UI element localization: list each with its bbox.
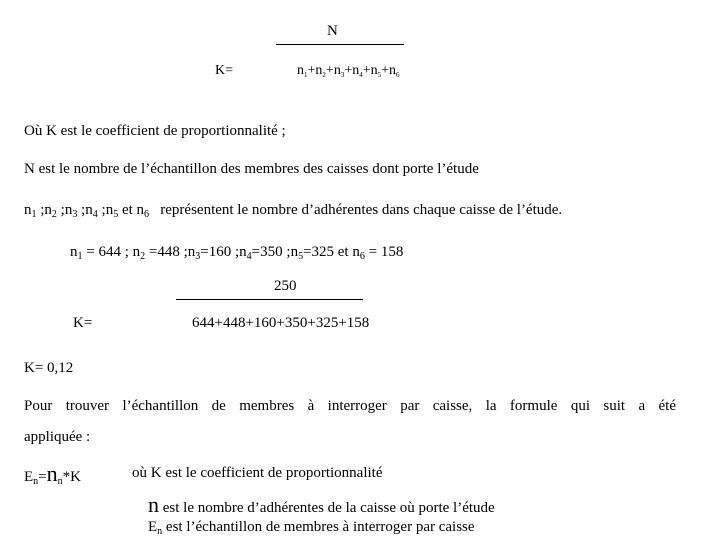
ni-term-n: n <box>24 202 32 218</box>
formula1-fraction-bar <box>276 44 404 45</box>
formula3-desc-e <box>148 518 475 536</box>
definition-n: N est le nombre de l’échantillon des membres des caisses dont porte l’étude <box>24 161 479 177</box>
value-text: = 644 ; <box>82 244 133 260</box>
ni-term-n: n <box>105 202 114 218</box>
ni-term-n: n <box>85 202 93 218</box>
formula1-lhs: K= <box>215 63 234 78</box>
ni-term-sep: et <box>118 202 137 218</box>
formula1-term-sub: 5 <box>377 71 382 79</box>
formula3-e-sub: n <box>33 476 39 487</box>
formula1-term-sub: 2 <box>322 71 326 79</box>
formula3-desc-n-text: est le nombre d’adhérentes de la caisse où porte l’étude <box>159 500 495 516</box>
ni-term-n: n <box>44 202 52 218</box>
definition-ni <box>24 201 562 219</box>
value-text: =160 ; <box>200 244 240 260</box>
ni-terms <box>24 202 149 218</box>
formula1-term-sub: 3 <box>340 71 345 79</box>
formula1-term-n: n <box>370 63 378 78</box>
formula3-n: n <box>46 461 58 486</box>
ni-term-sub: 3 <box>72 209 78 220</box>
formula1-term-n: n <box>297 63 304 78</box>
values-line <box>70 243 403 261</box>
formula1-plus: + <box>362 63 371 78</box>
ni-term-n: n <box>64 202 73 218</box>
value-sub: 5 <box>298 251 304 262</box>
value-sub: 1 <box>77 251 83 262</box>
paragraph-line1: Pour trouver l’échantillon de membres à interroger par caisse, la formule qui suit a été <box>24 398 676 414</box>
formula1-plus: + <box>325 63 334 78</box>
formula3-desc-n-symbol: n <box>148 492 159 517</box>
value-sub: 3 <box>195 251 201 262</box>
formula1-term-n: n <box>352 63 360 78</box>
definition-k: Où K est le coefficient de proportionnalité ; <box>24 123 286 139</box>
value-n: n <box>352 244 360 260</box>
formula2-fraction-bar <box>176 299 363 300</box>
formula1-term-sub: 6 <box>396 71 400 79</box>
formula1-term-sub: 1 <box>304 71 308 79</box>
ni-term-sub: 1 <box>31 209 37 220</box>
value-sub: 4 <box>246 251 252 262</box>
formula2-numerator: 250 <box>274 278 297 294</box>
formula1-denominator <box>297 62 400 79</box>
formula3-desc-e-symbol: E <box>148 519 158 535</box>
value-n: n <box>239 244 247 260</box>
formula3-desc-e-text: est l’échantillon de membres à interroger par caisse <box>162 519 475 535</box>
formula1-plus: + <box>344 63 353 78</box>
ni-description: représentent le nombre d’adhérentes dans chaque caisse de l’étude. <box>160 202 563 218</box>
formula3-eq: = <box>38 469 47 485</box>
formula1-term-sub: 4 <box>359 71 363 79</box>
value-n: n <box>290 244 299 260</box>
formula3-n-sub: n <box>57 476 63 487</box>
value-text: =448 ; <box>145 244 188 260</box>
value-n: n <box>132 244 141 260</box>
ni-term-n: n <box>136 202 145 218</box>
ni-term-sub: 4 <box>92 209 98 220</box>
ni-term-sep: ; <box>36 202 45 218</box>
ni-term-sep: ; <box>77 202 86 218</box>
formula2-denominator: 644+448+160+350+325+158 <box>192 315 370 331</box>
formula3-desc-e-sub: n <box>157 526 163 537</box>
formula3-times-k: *K <box>62 469 81 485</box>
value-sub: 6 <box>359 251 365 262</box>
formula1-term-n: n <box>333 63 341 78</box>
ni-term-sub: 5 <box>113 209 119 220</box>
formula1-numerator: N <box>327 23 338 39</box>
value-n: n <box>187 244 196 260</box>
value-sub: 2 <box>140 251 146 262</box>
ni-term-sep: ; <box>97 202 106 218</box>
ni-term-sub: 6 <box>144 209 150 220</box>
formula3 <box>24 461 81 487</box>
formula1-plus: + <box>381 63 390 78</box>
ni-term-sub: 2 <box>51 209 57 220</box>
formula1-term-n: n <box>315 63 323 78</box>
ni-term-sep: ; <box>56 202 65 218</box>
formula1-plus: + <box>307 63 316 78</box>
formula2-lhs: K= <box>73 315 93 331</box>
value-text: = 158 <box>364 244 404 260</box>
formula1-term-n: n <box>389 63 397 78</box>
formula3-desc-n <box>148 492 495 517</box>
value-text: =350 ; <box>251 244 291 260</box>
value-text: =325 et <box>303 244 353 260</box>
paragraph-line2: appliquée : <box>24 429 91 445</box>
value-n: n <box>70 244 78 260</box>
result-k: K= 0,12 <box>24 360 74 376</box>
formula3-desc-k: où K est le coefficient de proportionnalité <box>132 465 383 481</box>
formula3-e: E <box>24 469 34 485</box>
